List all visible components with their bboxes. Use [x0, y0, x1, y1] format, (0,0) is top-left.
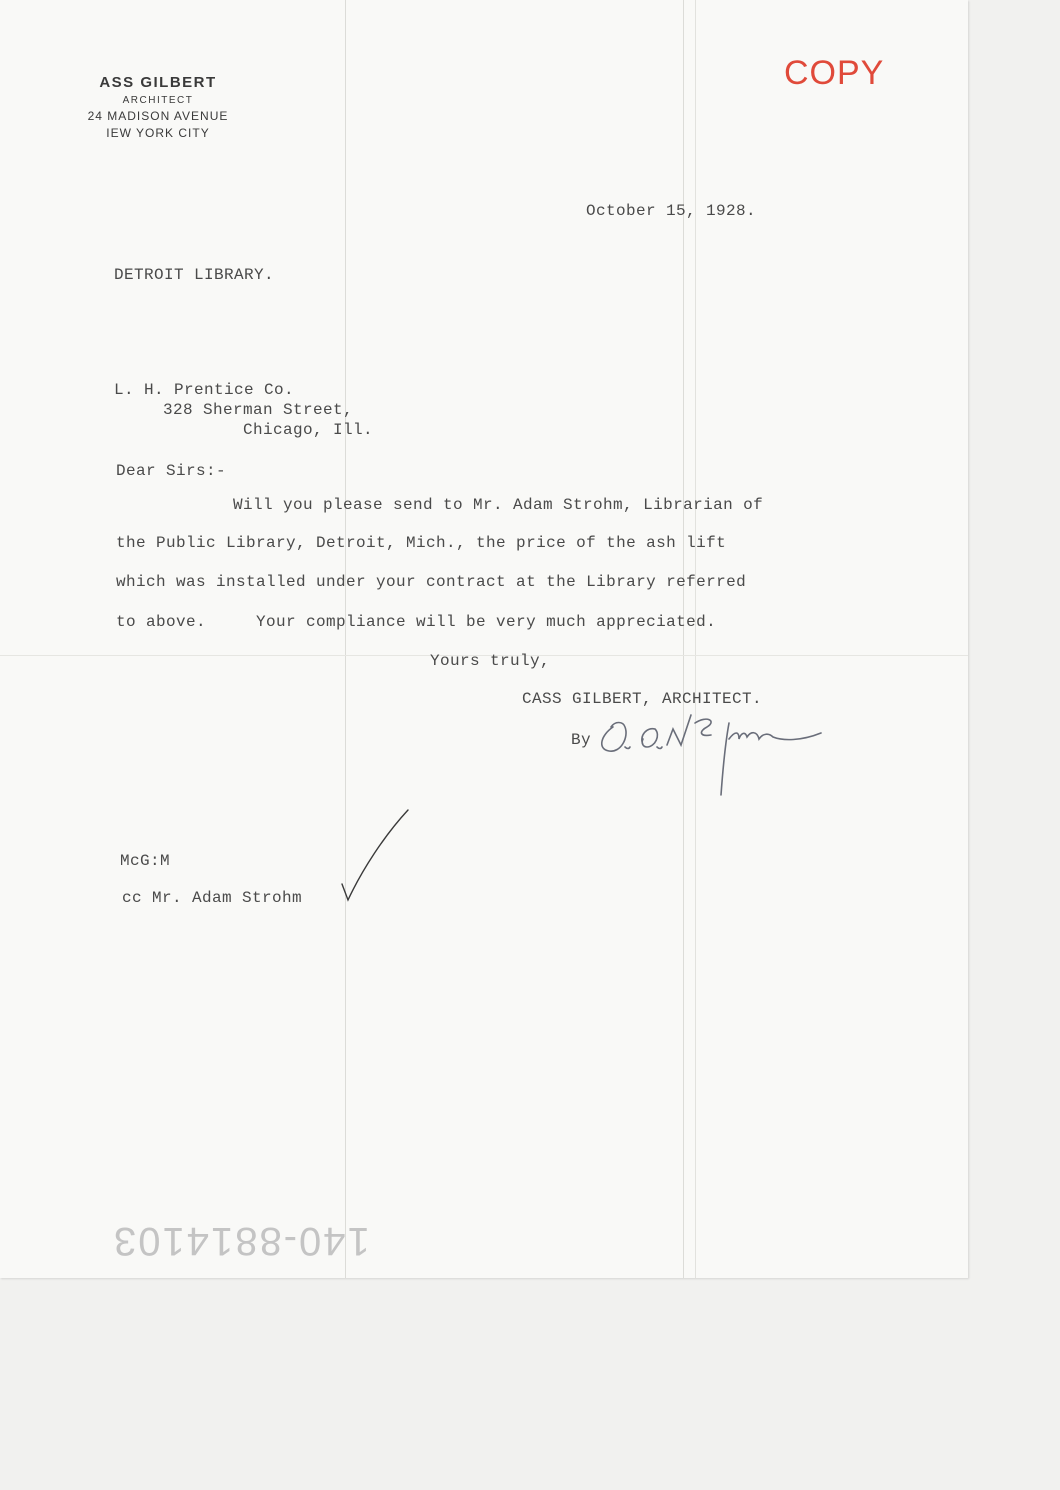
reference-initials: McG:M: [120, 852, 171, 870]
letterhead-role: ARCHITECT: [122, 95, 194, 106]
copy-stamp: COPY: [784, 54, 885, 92]
letterhead-name: ASS GILBERT: [99, 74, 217, 91]
fold-line: [683, 0, 684, 1278]
recipient-line: L. H. Prentice Co.: [114, 381, 295, 399]
signature: [595, 705, 825, 800]
fold-line: [695, 0, 696, 1278]
archive-number-stamp: 140-8814103: [112, 1219, 370, 1263]
salutation: Dear Sirs:-: [116, 462, 227, 480]
recipient-line: 328 Sherman Street,: [163, 401, 354, 419]
sender: CASS GILBERT, ARCHITECT.: [522, 690, 763, 708]
letterhead: [58, 74, 258, 140]
letterhead-city: IEW YORK CITY: [106, 126, 210, 140]
reference-line: DETROIT LIBRARY.: [114, 266, 275, 284]
by-label: By: [571, 731, 592, 749]
body-line: Will you please send to Mr. Adam Strohm, Librarian of: [233, 496, 764, 514]
fold-line: [345, 0, 346, 1278]
recipient-line: Chicago, Ill.: [243, 421, 374, 439]
letterhead-street: 24 MADISON AVENUE: [87, 109, 229, 123]
body-line: to above. Your compliance will be very much appreciated.: [116, 613, 717, 631]
check-mark-icon: [338, 808, 418, 908]
body-line: the Public Library, Detroit, Mich., the price of the ash lift: [116, 534, 727, 552]
closing: Yours truly,: [430, 652, 551, 670]
carbon-copy-line: cc Mr. Adam Strohm: [122, 889, 303, 907]
body-line: which was installed under your contract at the Library referred: [116, 573, 747, 591]
letter-date: October 15, 1928.: [586, 202, 757, 220]
